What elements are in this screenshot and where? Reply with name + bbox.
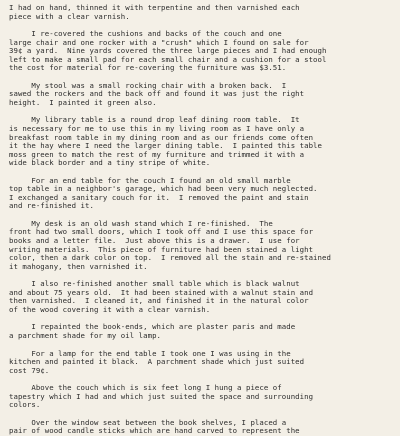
text-line: the cost for material for re-covering the furniture was $3.51. <box>9 63 287 73</box>
text-line: Over the window seat between the book shelves, I placed a <box>9 417 287 427</box>
paragraph <box>9 350 392 376</box>
paragraph <box>9 82 392 108</box>
text-line: writing materials. This piece of furniture had been stained a light <box>9 244 314 254</box>
text-line: My stool was a small rocking chair with a broken back. I <box>9 80 287 90</box>
text-line: I re-covered the cushions and backs of the couch and one <box>9 29 282 39</box>
paragraph <box>9 419 392 436</box>
paragraph <box>9 30 392 73</box>
text-line: large chair and one rocker with a "crush" which I found on sale for <box>9 37 309 47</box>
text-line: a parchment shade for my oil lamp. <box>9 330 162 340</box>
paragraph <box>9 177 392 211</box>
text-line: breakfast room table in my dining room and as our friends come often <box>9 132 314 142</box>
text-line: Above the couch which is six feet long I hung a piece of <box>9 383 282 393</box>
text-line: it mahogany, then varnished it. <box>9 261 148 271</box>
text-line: left to make a small pad for each small chair and a cushion for a stool <box>9 54 327 64</box>
text-line: I had on hand, thinned it with terpentine and then varnished each <box>9 3 300 12</box>
paragraph <box>9 323 392 340</box>
text-line: I also re-finished another small table which is black walnut <box>9 279 300 289</box>
text-line: cost 79¢. <box>9 365 50 375</box>
paragraph <box>9 220 392 271</box>
text-line: tapestry which I had and which just suited the space and surrounding <box>9 391 314 401</box>
text-line: 39¢ a yard. Nine yards covered the three large pieces and I had enough <box>9 46 327 56</box>
text-line: then varnished. I cleaned it, and finished it in the natural color <box>9 296 309 306</box>
text-line: moss green to match the rest of my furniture and trimmed it with a <box>9 149 305 159</box>
text-line: color, then a dark color on top. I removed all the stain and re-stained <box>9 253 331 263</box>
paragraph <box>9 4 392 21</box>
text-line: I repainted the book-ends, which are plaster paris and made <box>9 322 296 332</box>
text-line: of the wood covering it with a clear varnish. <box>9 304 211 314</box>
text-line: I exchanged a sanitary couch for it. I removed the paint and stain <box>9 192 309 202</box>
paragraph <box>9 116 392 167</box>
text-line: sawed the rockers and the back off and found it was just the right <box>9 89 305 99</box>
text-line: For an end table for the couch I found an old small marble <box>9 175 291 185</box>
text-line: wide black border and a tiny stripe of white. <box>9 158 211 168</box>
text-line: and about 75 years old. It had been stained with a walnut stain and <box>9 287 314 297</box>
text-line: colors. <box>9 400 41 410</box>
text-line: My desk is an old wash stand which I re-finished. The <box>9 218 273 228</box>
text-line: pair of wood candle sticks which are hand carved to represent the <box>9 426 300 436</box>
text-line: books and a letter file. Just above this is a drawer. I use for <box>9 236 300 246</box>
text-line: piece with a clear varnish. <box>9 11 130 21</box>
text-line: My library table is a round drop leaf dining room table. It <box>9 115 300 125</box>
text-line: For a lamp for the end table I took one I was using in the <box>9 348 291 358</box>
text-line: front had two small doors, which I took off and I use this space for <box>9 227 314 237</box>
text-line: kitchen and painted it black. A parchment shade which just suited <box>9 357 305 367</box>
paragraph <box>9 280 392 314</box>
text-line: is necessary for me to use this in my living room as I have only a <box>9 124 305 134</box>
paragraph <box>9 384 392 410</box>
text-line: it the hay where I need the larger dining table. I painted this table <box>9 141 322 151</box>
text-line: and re-finished it. <box>9 201 94 211</box>
text-line: top table in a neighbor's garage, which had been very much neglected. <box>9 184 318 194</box>
text-line: height. I painted it green also. <box>9 97 157 107</box>
